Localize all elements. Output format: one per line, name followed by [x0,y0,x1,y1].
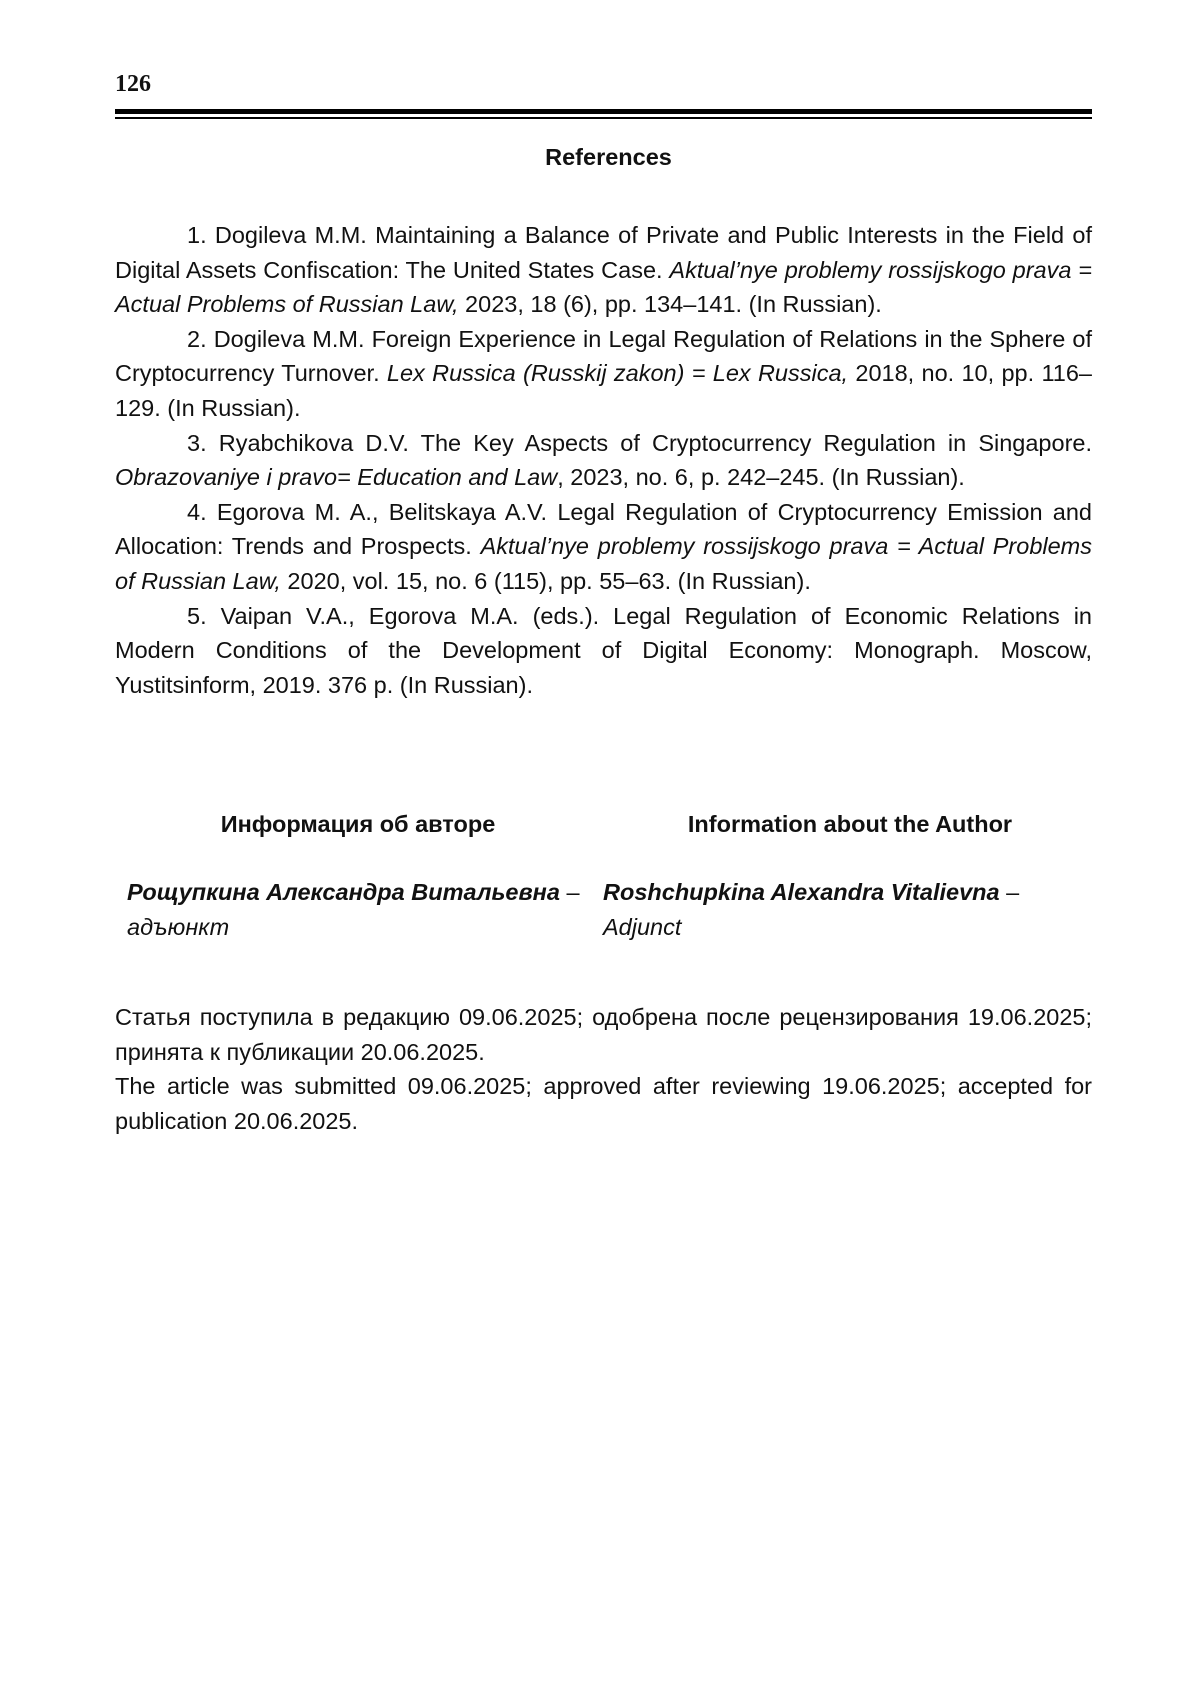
reference-item-5 [115,599,1092,703]
references-list [115,218,1092,702]
reference-journal: Obrazovaniye i pravo= Education and Law [115,464,558,491]
reference-item-1 [115,218,1092,322]
reference-text: 1. Dogileva M.M. Maintaining a Balance of Private and Public Interests in the Field of Digital Assets Confiscation: The United States Case. [115,222,1092,283]
reference-details: , 2023, no. 6, p. 242–245. (In Russian). [557,464,965,491]
header-rule-thick [115,109,1092,114]
article-history-en: The article was submitted 09.06.2025; approved after reviewing 19.06.2025; accepted for publication 20.06.2025. [115,1073,1092,1134]
reference-details: 2018, no. 10, pp. 116–129. (In Russian). [115,360,1092,421]
author-entry-en [603,875,1083,944]
reference-details: 2020, vol. 15, no. 6 (115), pp. 55–63. (In Russian). [280,567,811,594]
reference-journal: Lex Russica (Russkij zakon) = Lex Russica, [386,360,849,387]
references-title: References [545,144,672,170]
reference-item-3 [115,426,1092,495]
author-position-ru: адъюнкт [127,913,230,940]
author-name-ru: Рощупкина Александра Витальевна [127,879,560,906]
article-history [115,1000,1092,1138]
author-name-en: Roshchupkina Alexandra Vitalievna [603,879,1000,906]
reference-journal: Aktual’nye problemy rossijskogo prava = Actual Problems of Russian Law, [115,256,1092,318]
reference-details: 2023, 18 (6), pp. 134–141. (In Russian). [458,291,882,318]
author-info-ru [115,810,603,944]
author-position-en: Adjunct [603,913,682,940]
author-info [115,810,1092,944]
author-heading-en: Information about the Author [687,811,1013,837]
reference-item-2 [115,322,1092,426]
reference-text: 4. Egorova M. A., Belitskaya A.V. Legal Regulation of Cryptocurrency Emission and Allocation: Trends and Prospects. [115,498,1092,560]
page-number: 126 [115,71,151,97]
author-heading-ru: Информация об авторе [220,811,496,837]
reference-text: 3. Ryabchikova D.V. The Key Aspects of Cryptocurrency Regulation in Singapore. [187,429,1092,456]
header-rule-thin [115,117,1092,119]
article-history-ru: Статья поступила в редакцию 09.06.2025; одобрена после рецензирования 19.06.2025; принята к публикации 20.06.2025. [115,1004,1092,1065]
reference-text: 2. Dogileva M.M. Foreign Experience in Legal Regulation of Relations in the Sphere of Cryptocurrency Turnover. [115,325,1092,387]
reference-journal: Aktual’nye problemy rossijskogo prava = Actual Problems of Russian Law, [115,533,1093,594]
reference-item-4 [115,495,1092,599]
reference-text: 5. Vaipan V.A., Egorova M.A. (eds.). Legal Regulation of Economic Relations in Modern Conditions of the Development of Digital Economy: Monograph. Moscow, Yustitsinform, 2019. 376 p. (In Russian). [115,602,1092,698]
author-dash-en: – [999,879,1020,906]
author-dash-ru: – [559,879,580,906]
author-info-en [603,810,1091,944]
author-entry-ru [127,875,585,944]
